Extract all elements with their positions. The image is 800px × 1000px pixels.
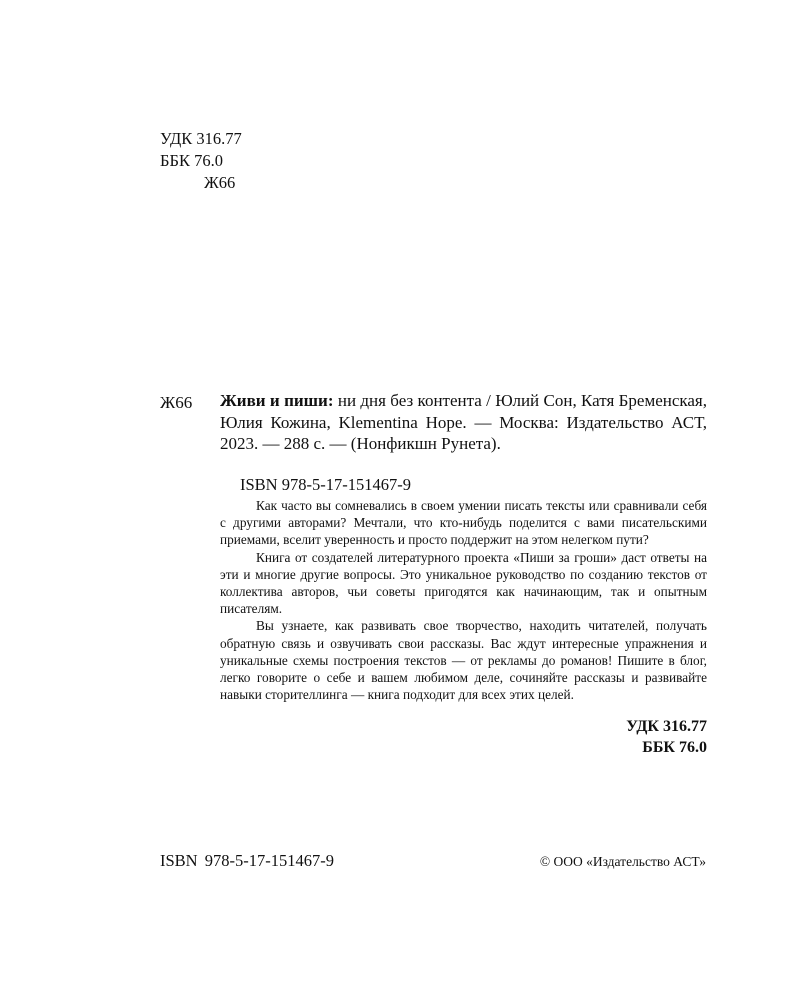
- bbk-code-bold: ББК 76.0: [642, 739, 707, 756]
- author-mark: Ж66: [204, 173, 236, 192]
- classification-codes: [626, 716, 707, 758]
- annotation-paragraph: Как часто вы сомневались в своем умении писать тексты или сравнивали себя с другими авторами? Мечтали, что кто-нибудь поделится с вами писательскими приемами, вселит уверенность и просто поддержит на этом нелегком пути?: [220, 498, 707, 548]
- annotation-paragraph: Книга от создателей литературного проекта «Пиши за гроши» даст ответы на эти и многие другие вопросы. Это уникальное руководство по созданию текстов от коллектива авторов, чьи советы пригодятся как начинающим, так и опытным писателям.: [220, 549, 707, 617]
- entry-description: ни дня без контента / Юлий Сон, Катя Бременская, Юлия Кожина, Klementina Hope. — Москва: Издательство АСТ, 2023. — 288 с. — (Нонфикшн Рунета).: [220, 391, 708, 453]
- bbk-code: ББК 76.0: [160, 151, 223, 170]
- entry-isbn: ISBN 978-5-17-151467-9: [240, 475, 411, 494]
- bibliographic-entry: [220, 390, 707, 455]
- annotation: [220, 497, 707, 703]
- annotation-paragraph: Вы узнаете, как развивать свое творчество, находить читателей, получать обратную связь и озвучивать свои рассказы. Вас ждут интересные упражнения и уникальные схемы построения текстов — от рекламы до романов! Пишите в блог, легко говорите о себе и вашем любимом деле, сочиняйте рассказы и развивайте навыки сторителлинга — книга подходит для всех этих целей.: [220, 618, 707, 703]
- udk-code: УДК 316.77: [160, 129, 242, 148]
- top-classification-block: [160, 128, 242, 194]
- copyright-notice: © ООО «Издательство АСТ»: [539, 854, 706, 869]
- book-title: Живи и пиши:: [220, 391, 334, 410]
- udk-code-bold: УДК 316.77: [626, 718, 707, 735]
- footer-isbn: ISBN 978-5-17-151467-9: [160, 851, 334, 870]
- entry-author-mark: Ж66: [160, 393, 193, 412]
